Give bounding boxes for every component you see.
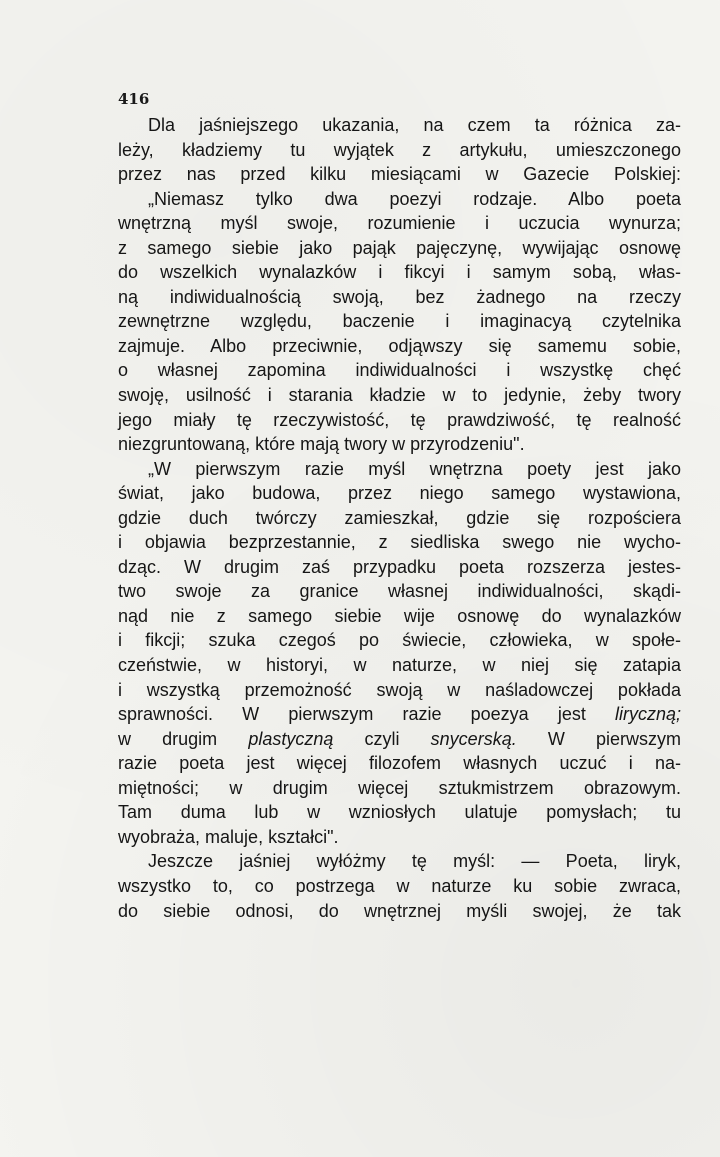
text-line: ną indiwidualnością swoją, bez żadnego na rzeczy — [118, 286, 681, 307]
text-line: nąd nie z samego siebie wije osnowę do wynalazków — [118, 605, 681, 626]
text-line: i objawia bezprzestannie, z siedliska swego nie wycho- — [118, 532, 681, 553]
page-number: 416 — [118, 90, 150, 108]
text-line — [118, 727, 681, 752]
italic-term: liryczną; — [614, 704, 681, 725]
text-line: do siebie odnosi, do wnętrznej myśli swojej, że tak — [118, 900, 681, 921]
text-line: zewnętrzne względu, baczenie i imaginacyą czytelnika — [118, 311, 681, 332]
text-span: czyli — [333, 728, 431, 749]
text-line: two swoje za granice własnej indiwidualności, skądi- — [118, 581, 681, 602]
text-line: czeństwie, w historyi, w naturze, w niej się zatapia — [118, 655, 681, 676]
text-line: wyobraża, maluje, kształci". — [118, 826, 339, 847]
text-line: i wszystką przemożność swoją w naśladowczej pokłada — [118, 679, 681, 700]
body-text — [118, 113, 681, 923]
text-line: o własnej zapomina indiwidualności i wszystkę chęć — [118, 360, 681, 381]
text-line: przez nas przed kilku miesiącami w Gazecie Polskiej: — [118, 164, 681, 185]
text-line: Dla jaśniejszego ukazania, na czem ta różnica za- — [148, 115, 681, 135]
text-line: dząc. W drugim zaś przypadku poeta rozszerza jestes- — [118, 556, 681, 577]
text-line: i fikcji; szuka czegoś po świecie, człowieka, w społe- — [118, 630, 681, 651]
text-line — [118, 702, 681, 727]
text-line: Tam duma lub w wzniosłych ulatuje pomysłach; tu — [118, 802, 681, 823]
text-line: „Niemasz tylko dwa poezyi rodzaje. Albo poeta — [148, 188, 681, 209]
italic-term: plastyczną — [248, 728, 334, 749]
text-line: świat, jako budowa, przez niego samego wystawiona, — [118, 483, 681, 504]
text-line: z samego siebie jako pająk pajęczynę, wywijając osnowę — [118, 237, 681, 258]
text-line: razie poeta jest więcej filozofem własnych uczuć i na- — [118, 753, 681, 774]
italic-term: snycerską. — [430, 728, 517, 749]
text-line: „W pierwszym razie myśl wnętrzna poety jest jako — [148, 458, 681, 479]
text-span: sprawności. W pierwszym razie poezya jest — [118, 704, 615, 725]
text-line: do wszelkich wynalazków i fikcyi i samym sobą, włas- — [118, 262, 681, 283]
text-line: jego miały tę rzeczywistość, tę prawdziwość, tę realność — [118, 409, 681, 430]
text-span: w drugim — [118, 728, 249, 749]
text-line: niezgruntowaną, które mają twory w przyrodzeniu". — [118, 434, 525, 455]
text-line: miętności; w drugim więcej sztukmistrzem obrazowym. — [118, 777, 681, 798]
text-span: W pierwszym — [516, 728, 681, 749]
text-line: zajmuje. Albo przeciwnie, odjąwszy się samemu sobie, — [118, 335, 681, 356]
text-line: leży, kładziemy tu wyjątek z artykułu, umieszczonego — [118, 139, 681, 160]
text-line: Jeszcze jaśniej wyłóżmy tę myśl: — Poeta, liryk, — [148, 851, 681, 872]
text-line: gdzie duch twórczy zamieszkał, gdzie się rozpościera — [118, 507, 681, 528]
text-line: wszystko to, co postrzega w naturze ku sobie zwraca, — [118, 875, 681, 896]
text-line: swoję, usilność i starania kładzie w to jedynie, żeby twory — [118, 385, 681, 406]
text-line: wnętrzną myśl swoje, rozumienie i uczucia wynurza; — [118, 213, 681, 234]
